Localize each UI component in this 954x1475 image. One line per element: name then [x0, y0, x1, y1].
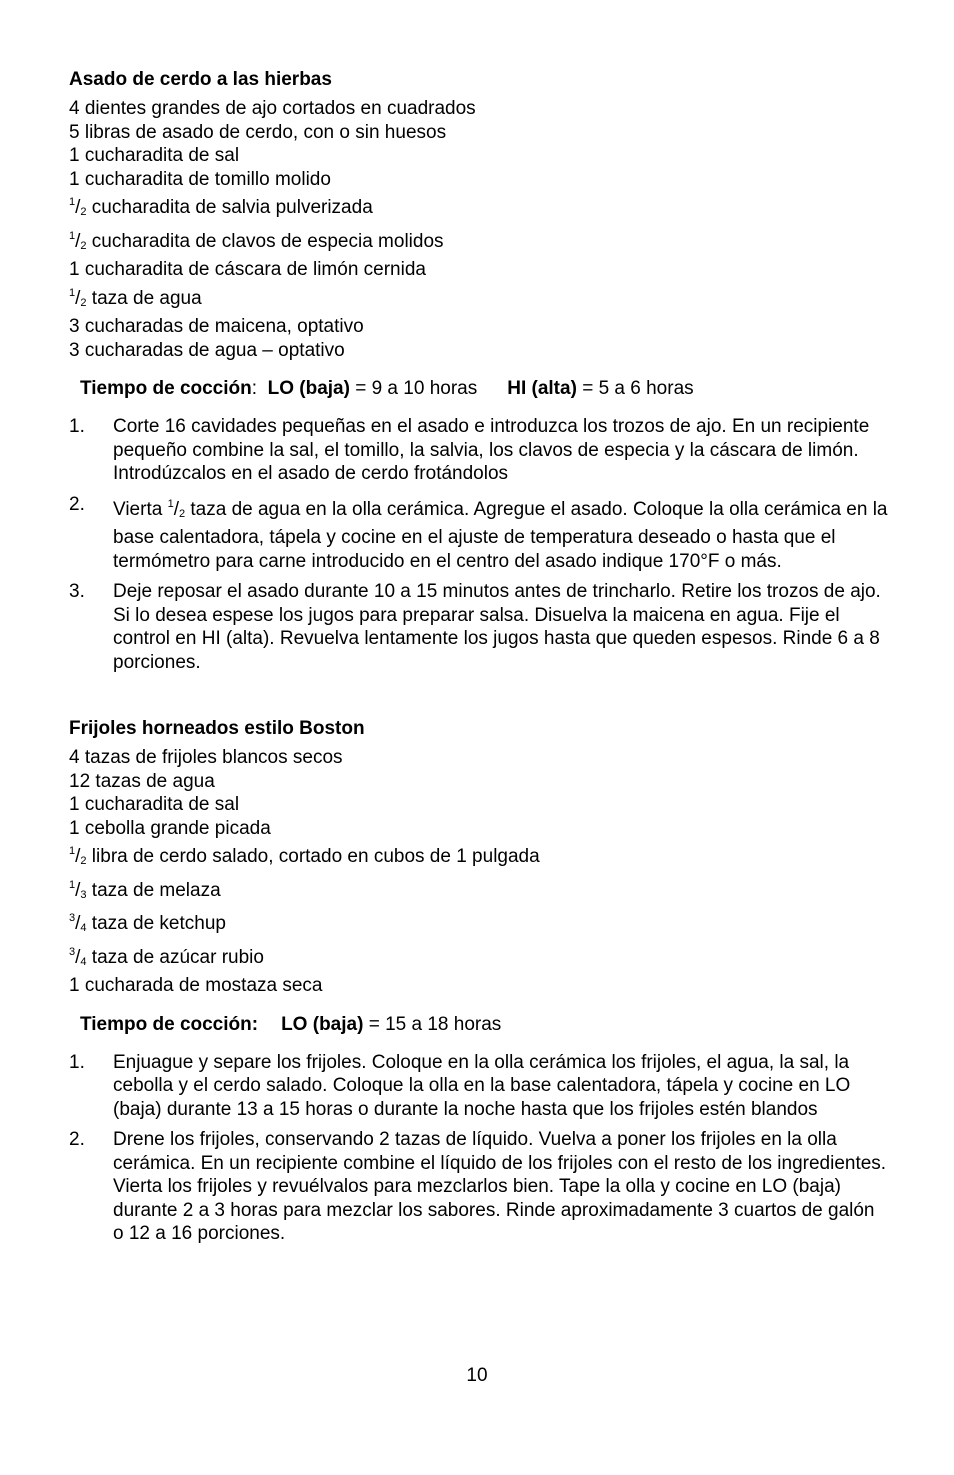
fraction-denominator: 2: [80, 239, 87, 252]
step-text: Corte 16 cavidades pequeñas en el asado e introduzca los trozos de ajo. En un recipiente pequeño combine la sal, el tomillo, la salvia, los clavos de especia y la cáscara de limón. Introdúzcalos en el asado de cerdo frotándolos: [113, 416, 870, 484]
ingredient: $^1$/2 libra de cerdo salado, cortado en cubos de 1 pulgada: [69, 845, 540, 867]
ingredient: 3 cucharadas de maicena, optativo: [69, 316, 364, 337]
ingredient: $^1$/2 cucharadita de salvia pulverizada: [69, 196, 373, 218]
step-number: 2.: [69, 493, 85, 515]
fraction-numerator: 1: [69, 229, 76, 242]
ingredient: 12 tazas de agua: [69, 770, 215, 792]
ingredient: $^1$/3 taza de melaza: [69, 878, 221, 901]
ingredient-text: cucharadita de clavos de especia molidos: [86, 230, 444, 252]
step-list: [69, 415, 889, 674]
step-text: Enjuague y separe los frijoles. Coloque en la olla cerámica los frijoles, el agua, la sal, la cebolla y el cerdo salado. Coloque la olla en la base calentadora, tápela y cocine en LO (baja) durante 13 a 15 horas o durante la noche hasta que los frijoles estén blandos: [113, 1051, 851, 1120]
recipe-boston-baked-beans: [69, 717, 889, 1246]
ingredient: $^1$/2 cucharadita de clavos de especia molidos: [69, 229, 444, 252]
step-list: [69, 1051, 889, 1246]
high-setting-label: HI (alta): [507, 378, 577, 399]
ingredient: 1 cucharadita de sal: [69, 145, 240, 166]
step-text: Drene los frijoles, conservando 2 tazas de líquido. Vuelva a poner los frijoles en la olla cerámica. En un recipiente combine el líquido de los frijoles con el resto de los ingredientes. Vierta los frijoles y revuélvalos para mezclarlos bien. Tape la olla y cocine en LO (baja) durante 2 a 3 horas para mezclar los sabores. Rinde aproximadamente 3 cuartos de galón o 12 a 16 porciones.: [113, 1129, 887, 1244]
ingredient: $^1$/2 taza de agua: [69, 286, 202, 309]
ingredient: 5 libras de asado de cerdo, con o sin huesos: [69, 121, 447, 143]
ingredient-list: [69, 97, 889, 362]
page-number: 10: [466, 1365, 488, 1386]
fraction-numerator: 1: [69, 878, 76, 891]
fraction-denominator: 2: [80, 855, 87, 867]
low-setting-value: = 9 a 10 horas: [349, 378, 478, 399]
step-number: 1.: [69, 416, 85, 437]
ingredient: 1 cucharadita de cáscara de limón cernida: [69, 259, 426, 280]
cooking-time-label: Tiempo de cocción:: [80, 1013, 259, 1035]
ingredient: 1 cucharadita de sal: [69, 794, 240, 815]
step-number: 1.: [69, 1051, 85, 1073]
cooking-time: [80, 1013, 889, 1037]
ingredient: 3 cucharadas de agua – optativo: [69, 339, 345, 361]
ingredient: 1 cebolla grande picada: [69, 817, 271, 839]
ingredient-text: libra de cerdo salado, cortado en cubos de 1 pulgada: [86, 846, 540, 867]
ingredient: 1 cucharada de mostaza seca: [69, 975, 323, 996]
step-number: 2.: [69, 1129, 85, 1150]
fraction-numerator: 3: [69, 945, 76, 958]
recipe-herbed-pork-roast: [69, 68, 889, 674]
fraction-denominator: 4: [80, 955, 87, 968]
low-setting-label: LO (baja): [267, 378, 350, 399]
fraction-denominator: 2: [80, 296, 87, 309]
ingredient-list: [69, 746, 889, 998]
section-spacer: [69, 681, 889, 717]
step: [69, 415, 889, 486]
step: [69, 1128, 889, 1246]
low-setting-value: = 15 a 18 horas: [363, 1013, 502, 1035]
fraction-numerator: 1: [69, 286, 76, 299]
cooking-time: [80, 377, 889, 401]
recipe-title: Asado de cerdo a las hierbas: [69, 69, 332, 90]
ingredient-text: taza de melaza: [86, 879, 221, 901]
high-setting-value: = 5 a 6 horas: [576, 378, 694, 399]
fraction-numerator: 1: [69, 845, 76, 857]
step-text: Deje reposar el asado durante 10 a 15 minutos antes de trincharlo. Retire los trozos de ajo. Si lo desea espese los jugos para preparar salsa. Disuelva la maicena en agua. Fije el control en HI (alta). Revuelva lentamente los jugos hasta que queden espesos. Rinde 6 a 8 porciones.: [113, 581, 881, 673]
fraction-numerator: 3: [69, 912, 76, 924]
document-page: [69, 68, 889, 1253]
ingredient: 4 dientes grandes de ajo cortados en cuadrados: [69, 98, 476, 119]
ingredient-text: taza de agua: [86, 287, 202, 309]
ingredient-text: taza de azúcar rubio: [86, 946, 264, 968]
fraction-denominator: 2: [178, 507, 186, 520]
ingredient-text: taza de ketchup: [86, 913, 226, 934]
step-number: 3.: [69, 581, 85, 602]
fraction-numerator: 1: [167, 497, 174, 510]
step: [69, 580, 889, 674]
fraction-denominator: 2: [80, 206, 87, 218]
ingredient: $^3$/4 taza de azúcar rubio: [69, 945, 264, 968]
fraction-denominator: 4: [80, 922, 87, 934]
cooking-time-colon: :: [251, 378, 268, 399]
step: 2. Vierta $^1$/2 taza de agua en la olla cerámica. Agregue el asado. Coloque la olla cerámica en la base calentadora, tápela y cocine en el ajuste de temperatura deseado o hasta que el termómetro para carne introducido en el centro del asado indique 170°F o más.: [69, 493, 888, 572]
cooking-time-label: Tiempo de cocción: [80, 378, 252, 399]
low-setting-label: LO (baja): [281, 1013, 364, 1035]
step: [69, 1051, 889, 1122]
ingredient-text: cucharadita de salvia pulverizada: [86, 197, 373, 218]
step-text-before: Vierta: [113, 498, 168, 520]
step-text-after: taza de agua en la olla cerámica. Agregue el asado. Coloque la olla cerámica en la base calentadora, tápela y cocine en el ajuste de temperatura deseado o hasta que el termómetro para carne introducido en el centro del asado indique 170°F o más.: [113, 498, 888, 572]
ingredient: $^3$/4 taza de ketchup: [69, 912, 226, 934]
fraction-denominator: 3: [80, 888, 87, 901]
fraction-numerator: 1: [69, 196, 76, 208]
ingredient: 4 tazas de frijoles blancos secos: [69, 747, 343, 768]
ingredient: 1 cucharadita de tomillo molido: [69, 168, 331, 190]
recipe-title: Frijoles horneados estilo Boston: [69, 718, 365, 739]
